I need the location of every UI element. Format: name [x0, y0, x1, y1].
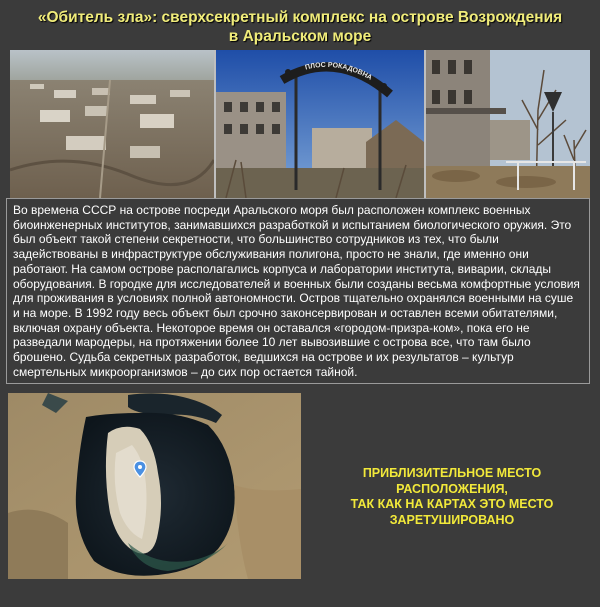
caption-line-2: РАСПОЛОЖЕНИЯ,: [396, 481, 508, 496]
photo-aerial-town: [10, 50, 214, 198]
caption-line-1: ПРИБЛИЗИТЕЛЬНОЕ МЕСТО: [362, 466, 542, 480]
photo-arch-gate: [216, 50, 424, 198]
arch-sign-text: ПЛОС РОКАДОВНА: [304, 61, 374, 82]
photo-abandoned-building: [426, 50, 590, 198]
page-title: [0, 8, 600, 46]
description-box: [6, 198, 590, 384]
title-line-1: «Обитель зла»: сверхсекретный комплекс на острове Возрождения: [37, 9, 563, 26]
satellite-map: [8, 393, 301, 579]
map-caption: [318, 466, 586, 528]
title-line-2: в Аральском море: [228, 28, 372, 45]
caption-line-4: ЗАРЕТУШИРОВАНО: [389, 512, 515, 527]
photo-strip: [10, 50, 590, 198]
description-text: Во времена СССР на острове посреди Аральского моря был расположен комплекс военных биоинженерных институтов, занимавшихся разработкой и испытанием биологического оружия. Это был объект такой степени секретности, что большинство сотрудников из тех, что были задействованы в инфраструктуре обслуживания полигона, просто не знали, где именно они работают. На самом острове располагались корпуса и лаборатории института, виварии, склады оборудования. В городке для исследователей и военных были созданы весьма комфортные условия для проживания в условиях полной автономности. Остров тщательно охранялся военными на суше и на море. В 1992 году весь объект был срочно законсервирован и оставлен всеми обитателями, включая охрану объекта. Некоторое время он оставался «городом-призра-ком», пока его не разведали мародеры, на протяжении более 10 лет вывозившие с острова все, что там было брошено. Судьба секретных разработок, ведшихся на острове и их результатов – культур смертельных микроорганизмов – до сих пор остается тайной.: [13, 203, 580, 379]
caption-line-3: ТАК КАК НА КАРТАХ ЭТО МЕСТО: [350, 497, 554, 511]
